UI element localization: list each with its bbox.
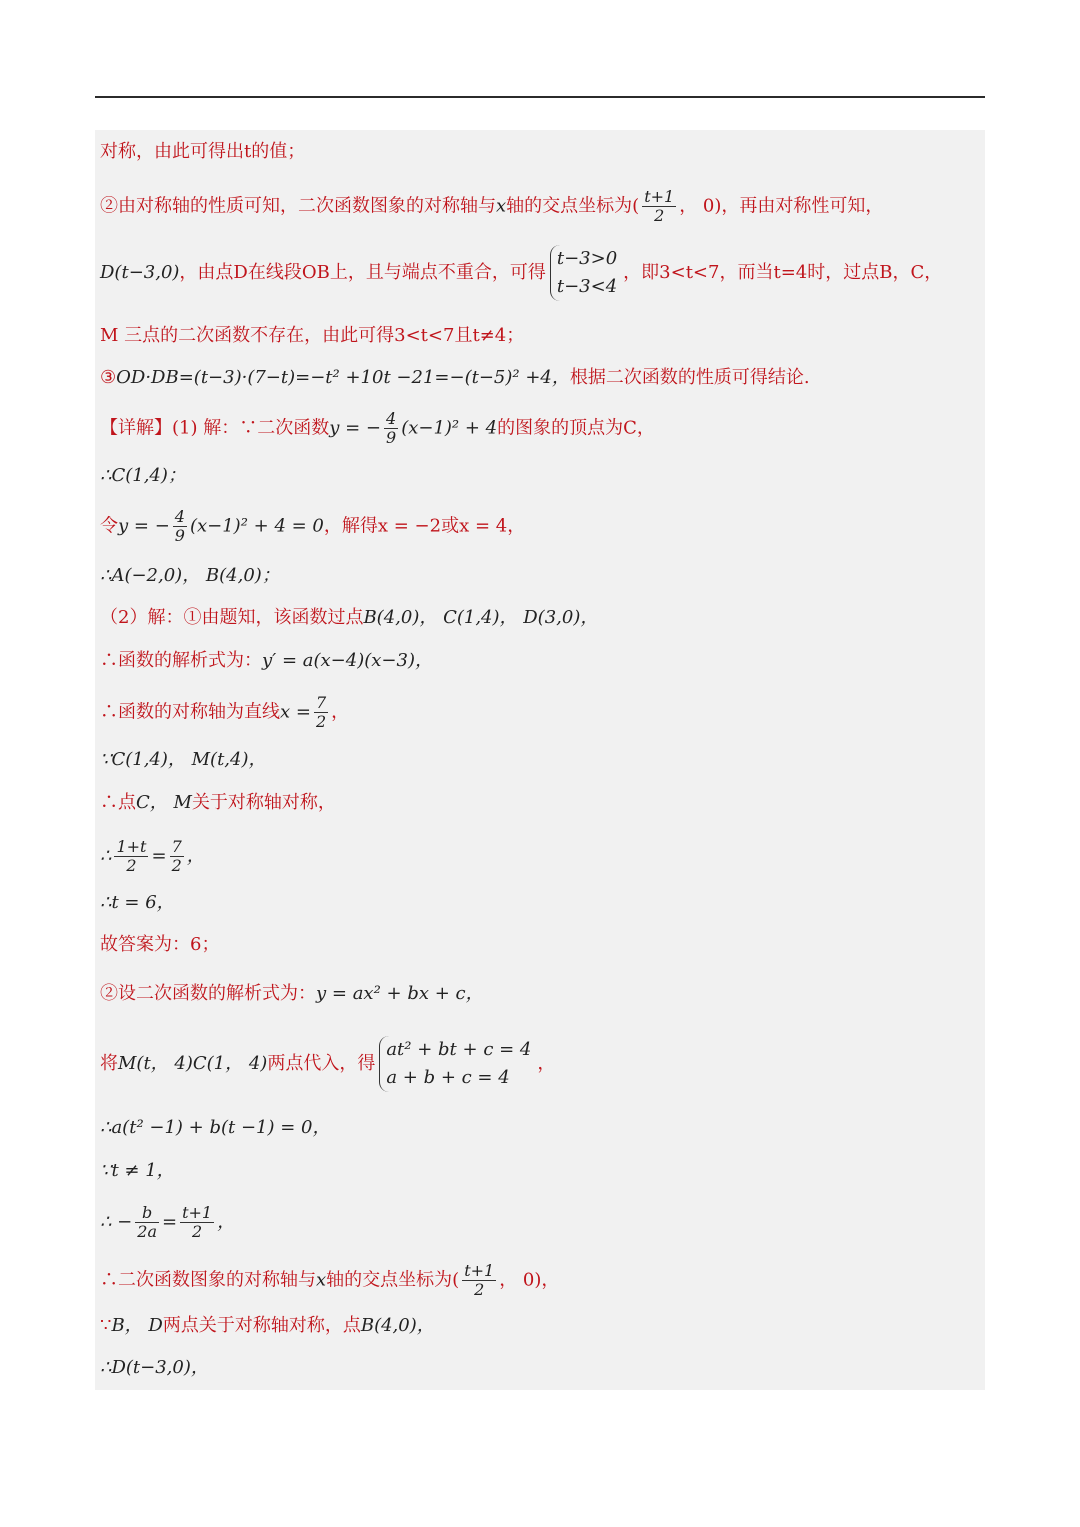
line-2: ②由对称轴的性质可知，二次函数图象的对称轴与x轴的交点坐标为( $\frac{t+1}{2}$ ， 0)，再由对称性可知， <box>100 187 884 225</box>
line-24: ∵B， D两点关于对称轴对称，点B(4,0)， <box>100 1315 435 1336</box>
line-16: ∴t = 6， <box>100 892 175 913</box>
line-17: 故答案为：6； <box>100 934 220 955</box>
line-7: ∴C(1,4)； <box>100 465 186 486</box>
line-9: ∴A(−2,0)， B(4,0)； <box>100 565 280 586</box>
line-4: M 三点的二次函数不存在，由此可得3<t<7且t≠4； <box>100 325 525 346</box>
line-5: ③OD·DB=(t−3)·(7−t)=−t² +10t −21=−(t−5)² +4，根据二次函数的性质可得结论. <box>100 367 810 388</box>
line-19: 将M(t， 4)C(1， 4)两点代入，得 at² + bt + c = 4 a + b + c = 4 ， <box>100 1036 555 1092</box>
line-6: 【详解】(1) 解：∵二次函数y = − $\frac{4}{9}$ (x−1)² + 4的图象的顶点为C， <box>100 409 655 447</box>
line-10: （2）解：①由题知，该函数过点B(4,0)， C(1,4)， D(3,0)， <box>100 607 599 628</box>
line-20: ∴a(t² −1) + b(t −1) = 0， <box>100 1117 331 1138</box>
header-rule <box>95 96 985 98</box>
line-12: ∴函数的对称轴为直线x = $\frac{7}{2}$ ， <box>100 693 350 731</box>
line-21: ∵t ≠ 1， <box>100 1160 175 1181</box>
line-23: ∴二次函数图象的对称轴与x轴的交点坐标为( $\frac{t+1}{2}$ ， 0)， <box>100 1261 560 1299</box>
line-15: ∴ $\frac{1+t}{2}$ = $\frac{7}{2}$ ， <box>100 837 205 875</box>
line-8: 令y = − $\frac{4}{9}$ (x−1)² + 4 = 0，解得x = −2或x = 4， <box>100 507 526 545</box>
line-25: ∴D(t−3,0)， <box>100 1357 209 1378</box>
line-13: ∵C(1,4)， M(t,4)， <box>100 749 267 770</box>
line-14: ∴点C， M关于对称轴对称， <box>100 792 336 813</box>
line-18: ②设二次函数的解析式为：y = ax² + bx + c， <box>100 983 484 1004</box>
line-22: ∴ − $\frac{b}{2a}$ = $\frac{t+1}{2}$ ， <box>100 1203 236 1241</box>
line-3: D(t−3,0)，由点D在线段OB上，且与端点不重合，可得 t−3>0 t−3<4 ，即3<t<7，而当t=4时，过点B，C， <box>100 245 942 301</box>
line-11: ∴函数的解析式为：y′ = a(x−4)(x−3)， <box>100 650 433 671</box>
line-1: 对称，由此可得出t的值； <box>100 141 306 162</box>
